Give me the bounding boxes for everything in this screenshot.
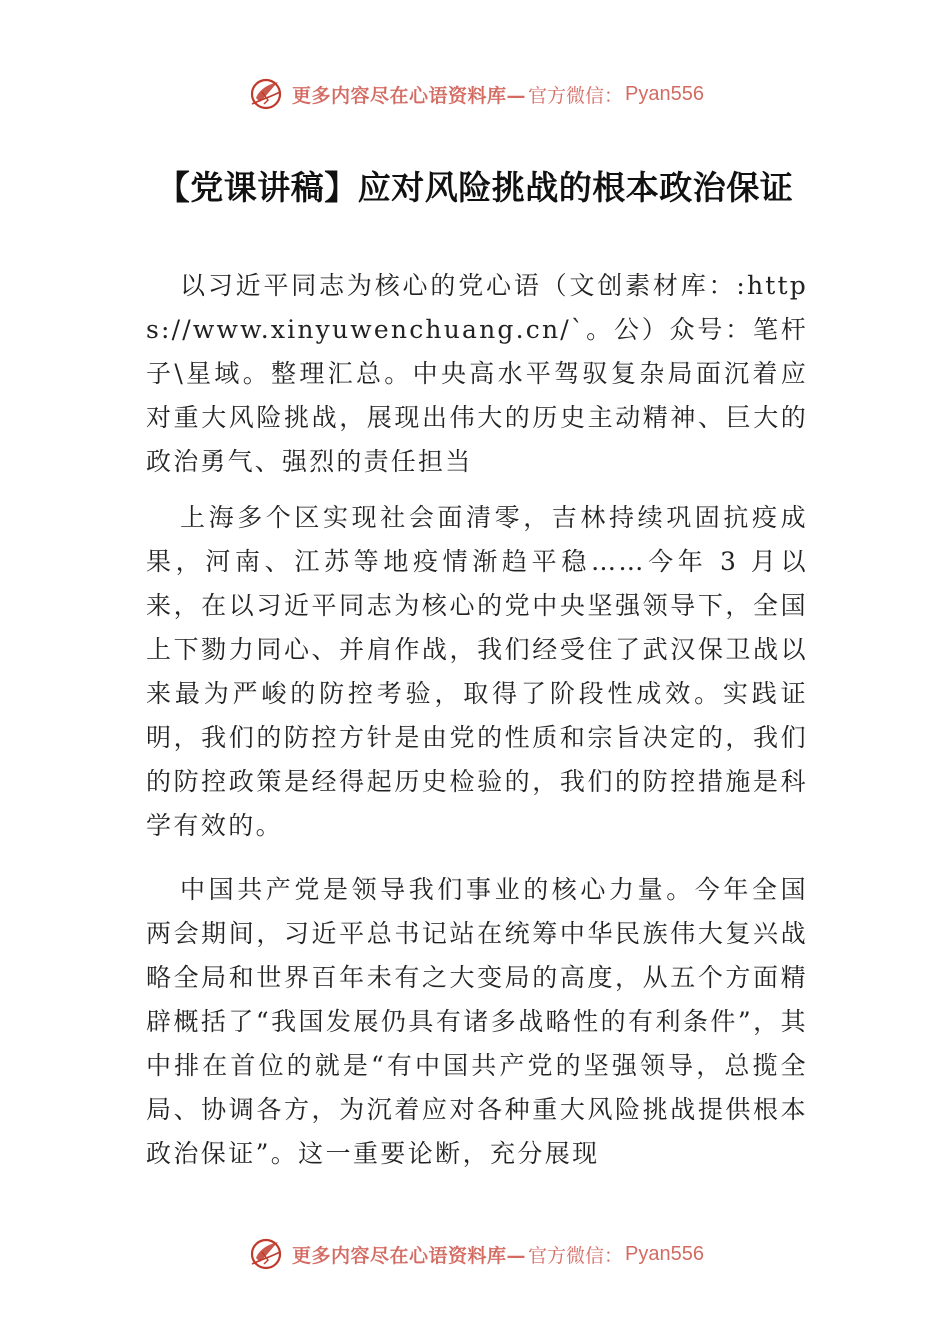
document-body xyxy=(146,264,808,1188)
footer-banner xyxy=(0,1230,950,1278)
logo-icon xyxy=(246,74,286,114)
paragraph-3: 中国共产党是领导我们事业的核心力量。今年全国两会期间，习近平总书记站在统筹中华民族伟大复兴战略全局和世界百年未有之大变局的高度，从五个方面精辟概括了“我国发展仍具有诸多战略性的有利条件”，其中排在首位的就是“有中国共产党的坚强领导，总揽全局、协调各方，为沉着应对各种重大风险挑战提供根本政治保证”。这一重要论断，充分展现 xyxy=(146,875,808,1168)
document-title: 【党课讲稿】应对风险挑战的根本政治保证 xyxy=(156,168,794,207)
header-wechat-label: 官方微信： xyxy=(528,84,624,107)
header-wechat-id: Pyan556 xyxy=(625,82,704,105)
footer-wechat-id: Pyan556 xyxy=(625,1242,704,1265)
logo-icon xyxy=(246,1234,286,1274)
header-banner-text: 更多内容尽在心语资料库— xyxy=(292,84,527,107)
paragraph-2: 上海多个区实现社会面清零，吉林持续巩固抗疫成果，河南、江苏等地疫情渐趋平稳……今年 3 月以来，在以习近平同志为核心的党中央坚强领导下，全国上下勠力同心、并肩作战，我们经受住了武汉保卫战以来最为严峻的防控考验，取得了阶段性成效。实践证明，我们的防控方针是由党的性质和宗旨决定的，我们的防控政策是经得起历史检验的，我们的防控措施是科学有效的。 xyxy=(146,503,808,840)
header-banner xyxy=(0,70,950,118)
paragraph-1: 以习近平同志为核心的党心语（文创素材库：:https://www.xinyuwenchuang.cn/`。公）众号：笔杆子\星域。整理汇总。中央高水平驾驭复杂局面沉着应对重大风险挑战，展现出伟大的历史主动精神、巨大的政治勇气、强烈的责任担当 xyxy=(146,271,808,476)
footer-wechat-label: 官方微信： xyxy=(528,1244,624,1267)
footer-banner-text: 更多内容尽在心语资料库— xyxy=(292,1244,527,1267)
